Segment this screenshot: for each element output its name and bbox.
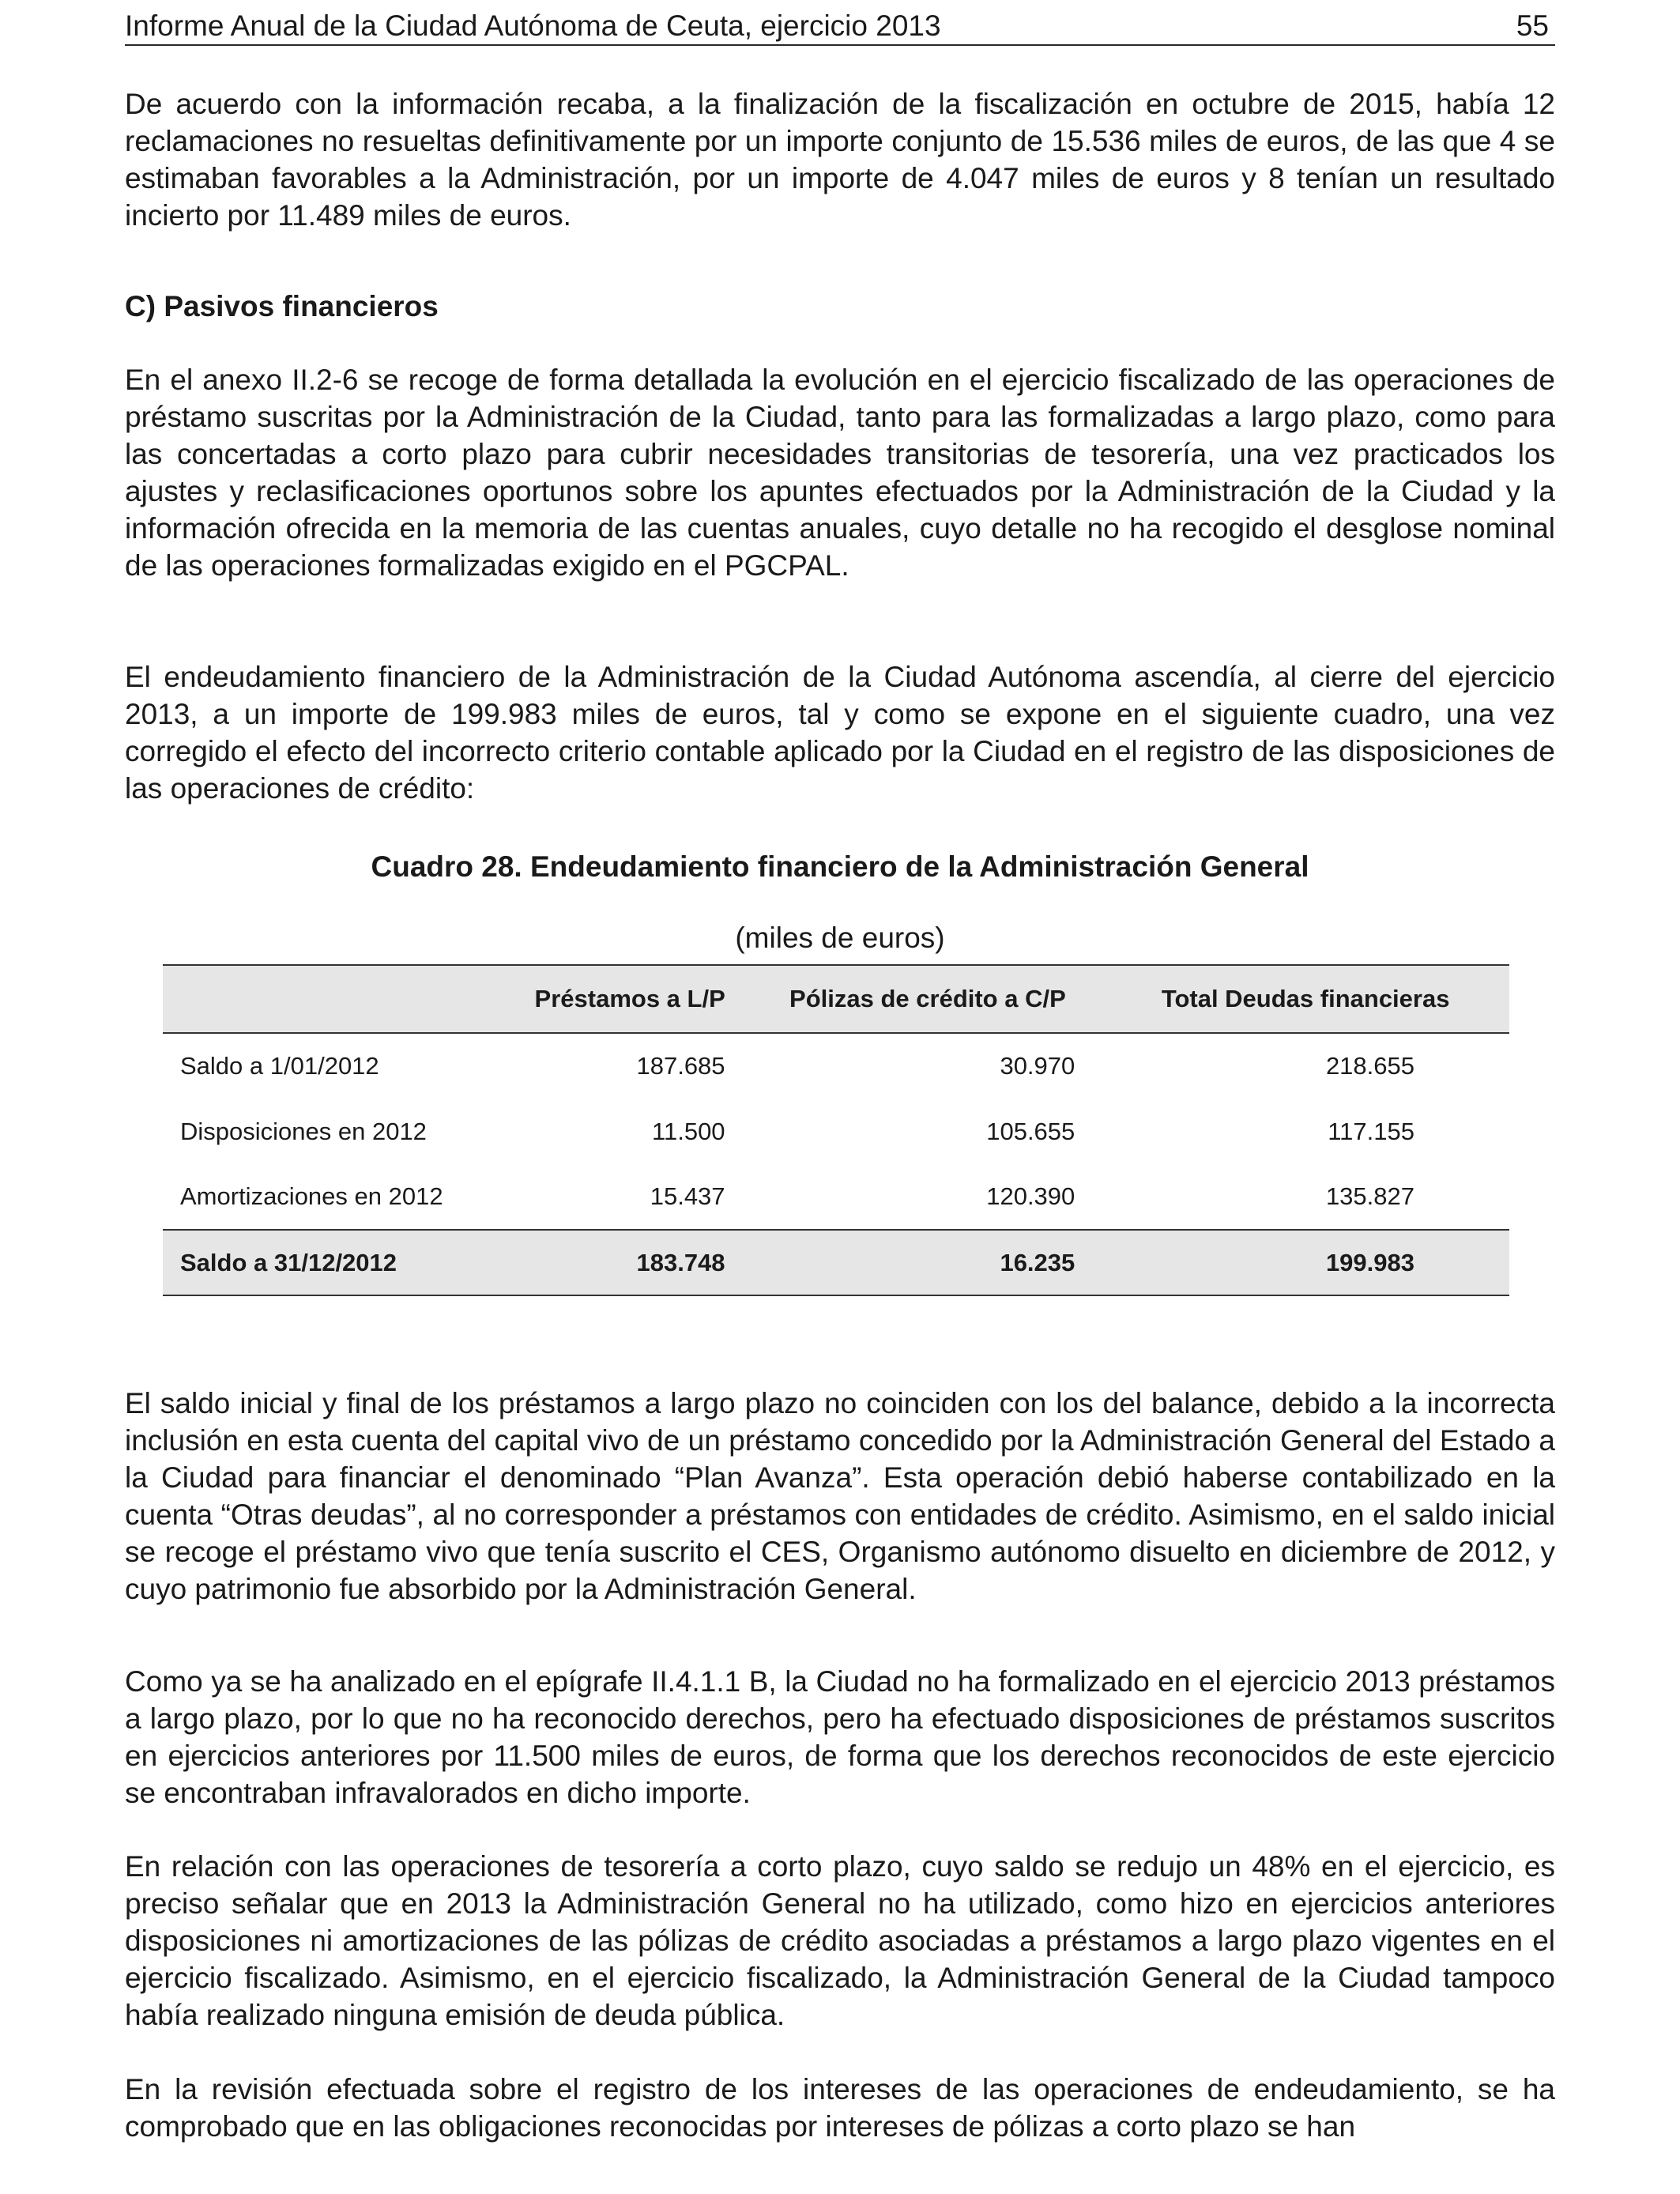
table-header-row	[163, 965, 1509, 1033]
total-deudas: 199.983	[1102, 1230, 1509, 1295]
row-label: Saldo a 1/01/2012	[180, 1052, 379, 1080]
table-total-row	[163, 1230, 1509, 1295]
paragraph-tesoreria: En relación con las operaciones de tesorería a corto plazo, cuyo saldo se redujo un 48% en el ejercicio, es preciso señalar que en 2013 la Administración General no ha utilizado, como hizo en ejercicios anteriores disposiciones ni amortizaciones de las pólizas de crédito asociadas a préstamos a largo plazo vigentes en el ejercicio fiscalizado. Asimismo, en el ejercicio fiscalizado, la Administración General de la Ciudad tampoco había realizado ninguna emisión de deuda pública.	[125, 1850, 1555, 2031]
debt-table-container	[163, 964, 1509, 1296]
total-prestamos: 183.748	[507, 1230, 754, 1295]
cell-prestamos: 187.685	[636, 1052, 725, 1080]
table-units: (miles de euros)	[735, 922, 945, 954]
cell-polizas: 105.655	[986, 1117, 1075, 1145]
paragraph-anexo: En el anexo II.2-6 se recoge de forma detallada la evolución en el ejercicio fiscalizado de las operaciones de préstamo suscritas por la Administración de la Ciudad, tanto para las formalizadas a largo plazo, como para las concertadas a corto plazo para cubrir necesidades transitorias de tesorería, una vez practicados los ajustes y reclasificaciones oportunos sobre los apuntes efectuados por la Administración de la Ciudad y la información ofrecida en la memoria de las cuentas anuales, cuyo detalle no ha recogido el desglose nominal de las operaciones formalizadas exigido en el PGCPAL.	[125, 364, 1555, 582]
row-label: Amortizaciones en 2012	[180, 1182, 443, 1210]
total-polizas: 16.235	[754, 1230, 1102, 1295]
cell-total: 117.155	[1328, 1117, 1414, 1145]
cell-polizas: 120.390	[986, 1182, 1075, 1210]
table-caption: Cuadro 28. Endeudamiento financiero de la Administración General	[371, 850, 1309, 883]
paragraph-epigrafe: Como ya se ha analizado en el epígrafe II.4.1.1 B, la Ciudad no ha formalizado en el ejercicio 2013 préstamos a largo plazo, por lo que no ha reconocido derechos, pero ha efectuado disposiciones de préstamos suscritos en ejercicios anteriores por 11.500 miles de euros, de forma que los derechos reconocidos de este ejercicio se encontraban infravalorados en dicho importe.	[125, 1665, 1555, 1809]
paragraph-reclamaciones: De acuerdo con la información recaba, a la finalización de la fiscalización en octubre de 2015, había 12 reclamaciones no resueltas definitivamente por un importe conjunto de 15.536 miles de euros, de las que 4 se estimaban favorables a la Administración, por un importe de 4.047 miles de euros y 8 tenían un resultado incierto por 11.489 miles de euros.	[125, 88, 1555, 232]
cell-prestamos: 11.500	[652, 1117, 725, 1145]
table-row	[163, 1099, 1509, 1164]
cell-total: 135.827	[1325, 1182, 1414, 1210]
table-row	[163, 1164, 1509, 1230]
page-number: 55	[1516, 9, 1549, 42]
cell-total: 218.655	[1325, 1052, 1414, 1080]
column-header-total: Total Deudas financieras	[1102, 965, 1509, 1033]
section-heading-pasivos: C) Pasivos financieros	[125, 290, 439, 322]
total-row-label: Saldo a 31/12/2012	[163, 1230, 507, 1295]
column-header-prestamos: Préstamos a L/P	[507, 965, 754, 1033]
cell-prestamos: 15.437	[650, 1182, 725, 1210]
paragraph-intereses: En la revisión efectuada sobre el registro de los intereses de las operaciones de endeudamiento, se ha comprobado que en las obligaciones reconocidas por intereses de pólizas a corto plazo se han	[125, 2073, 1555, 2143]
cell-polizas: 30.970	[1000, 1052, 1075, 1080]
row-label: Disposiciones en 2012	[180, 1117, 427, 1145]
paragraph-endeudamiento: El endeudamiento financiero de la Administración de la Ciudad Autónoma ascendía, al cierre del ejercicio 2013, a un importe de 199.983 miles de euros, tal y como se expone en el siguiente cuadro, una vez corregido el efecto del incorrecto criterio contable aplicado por la Ciudad en el registro de las disposiciones de las operaciones de crédito:	[125, 661, 1555, 805]
table-row	[163, 1033, 1509, 1099]
column-header-polizas: Pólizas de crédito a C/P	[754, 965, 1102, 1033]
page-header	[125, 6, 1555, 46]
column-header-concept	[163, 965, 507, 1033]
report-title: Informe Anual de la Ciudad Autónoma de Ceuta, ejercicio 2013	[125, 9, 941, 42]
paragraph-saldo-inicial: El saldo inicial y final de los préstamos a largo plazo no coinciden con los del balance, debido a la incorrecta inclusión en esta cuenta del capital vivo de un préstamo concedido por la Administración General del Estado a la Ciudad para financiar el denominado “Plan Avanza”. Esta operación debió haberse contabilizado en la cuenta “Otras deudas”, al no corresponder a préstamos con entidades de crédito. Asimismo, en el saldo inicial se recoge el préstamo vivo que tenía suscrito el CES, Organismo autónomo disuelto en diciembre de 2012, y cuyo patrimonio fue absorbido por la Administración General.	[125, 1387, 1555, 1605]
debt-table	[163, 964, 1509, 1296]
